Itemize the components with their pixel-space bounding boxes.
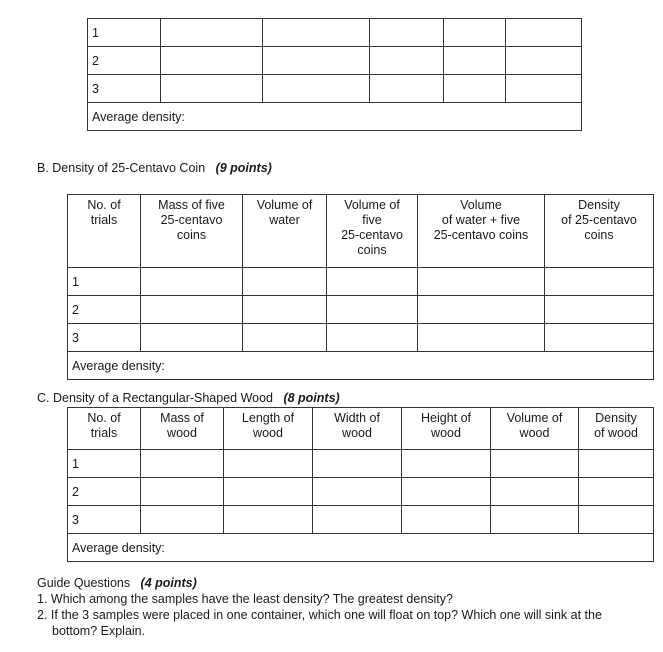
guide-questions-heading xyxy=(37,576,197,590)
data-cell[interactable] xyxy=(444,19,506,47)
header-length-wood: Length of wood xyxy=(224,408,313,450)
data-cell[interactable] xyxy=(263,19,370,47)
header-mass-coins: Mass of five 25-centavo coins xyxy=(141,195,243,268)
header-trials: No. of trials xyxy=(68,195,141,268)
data-cell[interactable] xyxy=(370,47,444,75)
data-cell[interactable] xyxy=(418,268,545,296)
data-cell[interactable] xyxy=(418,296,545,324)
table-row xyxy=(68,296,654,324)
row-number: 3 xyxy=(68,324,141,352)
data-cell[interactable] xyxy=(545,324,654,352)
table-row xyxy=(68,268,654,296)
data-cell[interactable] xyxy=(141,268,243,296)
table-row xyxy=(68,450,654,478)
data-cell[interactable] xyxy=(370,75,444,103)
data-cell[interactable] xyxy=(579,506,654,534)
guide-question-2: 2. If the 3 samples were placed in one container, which one will float on top? Which one will sink at the xyxy=(37,608,602,622)
header-mass-wood: Mass of wood xyxy=(141,408,224,450)
table-row xyxy=(68,478,654,506)
header-height-wood: Height of wood xyxy=(402,408,491,450)
data-cell[interactable] xyxy=(161,47,263,75)
data-cell[interactable] xyxy=(243,268,327,296)
average-density-label: Average density: xyxy=(68,534,654,562)
row-number: 2 xyxy=(68,296,141,324)
data-cell[interactable] xyxy=(402,478,491,506)
table-c xyxy=(67,407,654,562)
header-width-wood: Width of wood xyxy=(313,408,402,450)
guide-question-1: 1. Which among the samples have the least density? The greatest density? xyxy=(37,592,453,606)
data-cell[interactable] xyxy=(243,324,327,352)
row-number: 3 xyxy=(68,506,141,534)
data-cell[interactable] xyxy=(263,75,370,103)
guide-question-2-continued: bottom? Explain. xyxy=(52,624,146,638)
data-cell[interactable] xyxy=(224,478,313,506)
data-cell[interactable] xyxy=(141,478,224,506)
average-row xyxy=(88,103,582,131)
header-row xyxy=(68,195,654,268)
data-cell[interactable] xyxy=(224,450,313,478)
data-cell[interactable] xyxy=(418,324,545,352)
row-number: 1 xyxy=(88,19,161,47)
header-trials: No. of trials xyxy=(68,408,141,450)
header-volume-coins: Volume of five 25-centavo coins xyxy=(327,195,418,268)
data-cell[interactable] xyxy=(506,19,582,47)
data-cell[interactable] xyxy=(141,296,243,324)
data-cell[interactable] xyxy=(370,19,444,47)
data-cell[interactable] xyxy=(491,450,579,478)
data-cell[interactable] xyxy=(141,324,243,352)
data-cell[interactable] xyxy=(402,506,491,534)
data-cell[interactable] xyxy=(141,506,224,534)
header-density-wood: Density of wood xyxy=(579,408,654,450)
header-density-coins: Density of 25-centavo coins xyxy=(545,195,654,268)
data-cell[interactable] xyxy=(506,47,582,75)
data-cell[interactable] xyxy=(243,296,327,324)
table-row xyxy=(88,19,582,47)
data-cell[interactable] xyxy=(579,478,654,506)
header-volume-wood: Volume of wood xyxy=(491,408,579,450)
average-row xyxy=(68,352,654,380)
guide-questions-title: Guide Questions xyxy=(37,576,131,590)
data-cell[interactable] xyxy=(161,75,263,103)
row-number: 1 xyxy=(68,268,141,296)
table-row xyxy=(68,506,654,534)
section-c-heading xyxy=(37,391,340,405)
row-number: 3 xyxy=(88,75,161,103)
guide-questions-points: (4 points) xyxy=(140,576,197,590)
data-cell[interactable] xyxy=(161,19,263,47)
data-cell[interactable] xyxy=(491,506,579,534)
data-cell[interactable] xyxy=(491,478,579,506)
table-row xyxy=(88,75,582,103)
data-cell[interactable] xyxy=(141,450,224,478)
section-b-heading xyxy=(37,161,272,175)
row-number: 2 xyxy=(88,47,161,75)
table-row xyxy=(88,47,582,75)
data-cell[interactable] xyxy=(444,75,506,103)
section-b-title: B. Density of 25-Centavo Coin xyxy=(37,161,206,175)
data-cell[interactable] xyxy=(327,296,418,324)
data-cell[interactable] xyxy=(444,47,506,75)
average-density-label: Average density: xyxy=(88,103,582,131)
data-cell[interactable] xyxy=(313,478,402,506)
data-cell[interactable] xyxy=(402,450,491,478)
data-cell[interactable] xyxy=(313,450,402,478)
section-c-points: (8 points) xyxy=(283,391,340,405)
data-cell[interactable] xyxy=(313,506,402,534)
header-row xyxy=(68,408,654,450)
row-number: 2 xyxy=(68,478,141,506)
data-cell[interactable] xyxy=(224,506,313,534)
data-cell[interactable] xyxy=(579,450,654,478)
header-volume-water-coins: Volume of water + five 25-centavo coins xyxy=(418,195,545,268)
header-volume-water: Volume of water xyxy=(243,195,327,268)
data-cell[interactable] xyxy=(263,47,370,75)
table-row xyxy=(68,324,654,352)
data-cell[interactable] xyxy=(506,75,582,103)
data-cell[interactable] xyxy=(327,324,418,352)
average-row xyxy=(68,534,654,562)
data-cell[interactable] xyxy=(545,296,654,324)
data-cell[interactable] xyxy=(545,268,654,296)
average-density-label: Average density: xyxy=(68,352,654,380)
table-b xyxy=(67,194,654,380)
data-cell[interactable] xyxy=(327,268,418,296)
table-a xyxy=(87,18,582,131)
row-number: 1 xyxy=(68,450,141,478)
section-b-points: (9 points) xyxy=(215,161,272,175)
section-c-title: C. Density of a Rectangular-Shaped Wood xyxy=(37,391,274,405)
